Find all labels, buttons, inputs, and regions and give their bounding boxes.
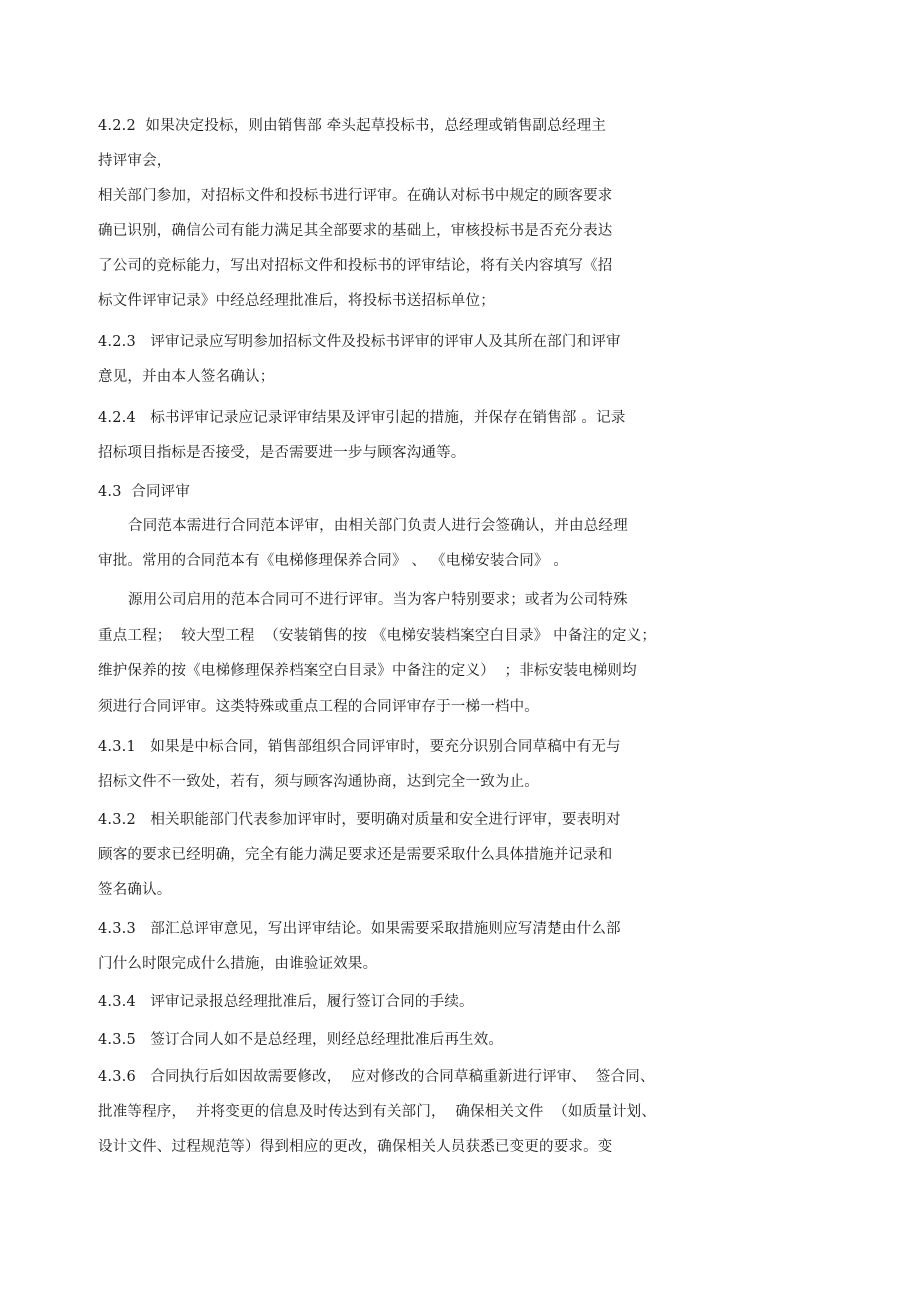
text-line: 相关部门参加，对招标文件和投标书进行评审。在确认对标书中规定的顾客要求 — [98, 188, 613, 204]
text-line: 4.3.5 签订合同人如不是总经理，则经总经理批准后再生效。 — [98, 1032, 504, 1048]
text-line: 4.2.2 如果决定投标，则由销售部 牵头起草投标书，总经理或销售副总经理主 — [98, 118, 607, 134]
text-line: 持评审会， — [98, 153, 172, 169]
text-line: 门什么时限完成什么措施，由谁验证效果。 — [98, 956, 378, 972]
text-line: 须进行合同评审。这类特殊或重点工程的合同评审存于一梯一档中。 — [98, 699, 539, 715]
text-line: 合同范本需进行合同范本评审，由相关部门负责人进行会签确认，并由总经理 — [128, 518, 628, 534]
text-line: 4.3.6 合同执行后如因故需要修改， 应对修改的合同草稿重新进行评审、 签合同、 — [98, 1069, 655, 1085]
text-line: 批准等程序， 并将变更的信息及时传达到有关部门， 确保相关文件 （如质量计划、 — [98, 1104, 657, 1120]
text-line: 顾客的要求已经明确，完全有能力满足要求还是需要采取什么具体措施并记录和 — [98, 847, 613, 863]
text-line: 重点工程； 较大型工程 （安装销售的按 《电梯安装档案空白目录》 中备注的定义； — [98, 628, 657, 644]
text-line: 维护保养的按《电梯修理保养档案空白目录》中备注的定义） ；非标安装电梯则均 — [98, 663, 637, 679]
text-line: 签名确认。 — [98, 882, 172, 898]
text-line: 4.3.1 如果是中标合同，销售部组织合同评审时，要充分识别合同草稿中有无与 — [98, 739, 621, 755]
text-line: 确已识别，确信公司有能力满足其全部要求的基础上，审核投标书是否充分表达 — [98, 223, 613, 239]
text-line: 意见，并由本人签名确认； — [98, 369, 275, 385]
text-line: 设计文件、过程规范等）得到相应的更改，确保相关人员获悉已变更的要求。变 — [98, 1139, 613, 1155]
text-line: 4.3.3 部汇总评审意见，写出评审结论。如果需要采取措施则应写清楚由什么部 — [98, 921, 621, 937]
text-line: 4.2.3 评审记录应写明参加招标文件及投标书评审的评审人及其所在部门和评审 — [98, 334, 621, 350]
text-line: 4.3.4 评审记录报总经理批准后，履行签订合同的手续。 — [98, 994, 474, 1010]
text-line: 了公司的竞标能力，写出对招标文件和投标书的评审结论，将有关内容填写《招 — [98, 258, 613, 274]
text-line: 4.3.2 相关职能部门代表参加评审时，要明确对质量和安全进行评审，要表明对 — [98, 812, 621, 828]
text-line: 标文件评审记录》中经总经理批准后，将投标书送招标单位； — [98, 293, 495, 309]
text-line: 招标项目指标是否接受，是否需要进一步与顾客沟通等。 — [98, 445, 466, 461]
text-line: 源用公司启用的范本合同可不进行评审。当为客户特别要求；或者为公司特殊 — [128, 592, 628, 608]
text-line: 审批。常用的合同范本有《电梯修理保养合同》 、 《电梯安装合同》 。 — [98, 553, 569, 569]
text-line: 招标文件不一致处，若有，须与顾客沟通协商，达到完全一致为止。 — [98, 774, 539, 790]
section-heading: 4.3 合同评审 — [98, 484, 191, 500]
text-line: 4.2.4 标书评审记录应记录评审结果及评审引起的措施，并保存在销售部 。记录 — [98, 410, 626, 426]
